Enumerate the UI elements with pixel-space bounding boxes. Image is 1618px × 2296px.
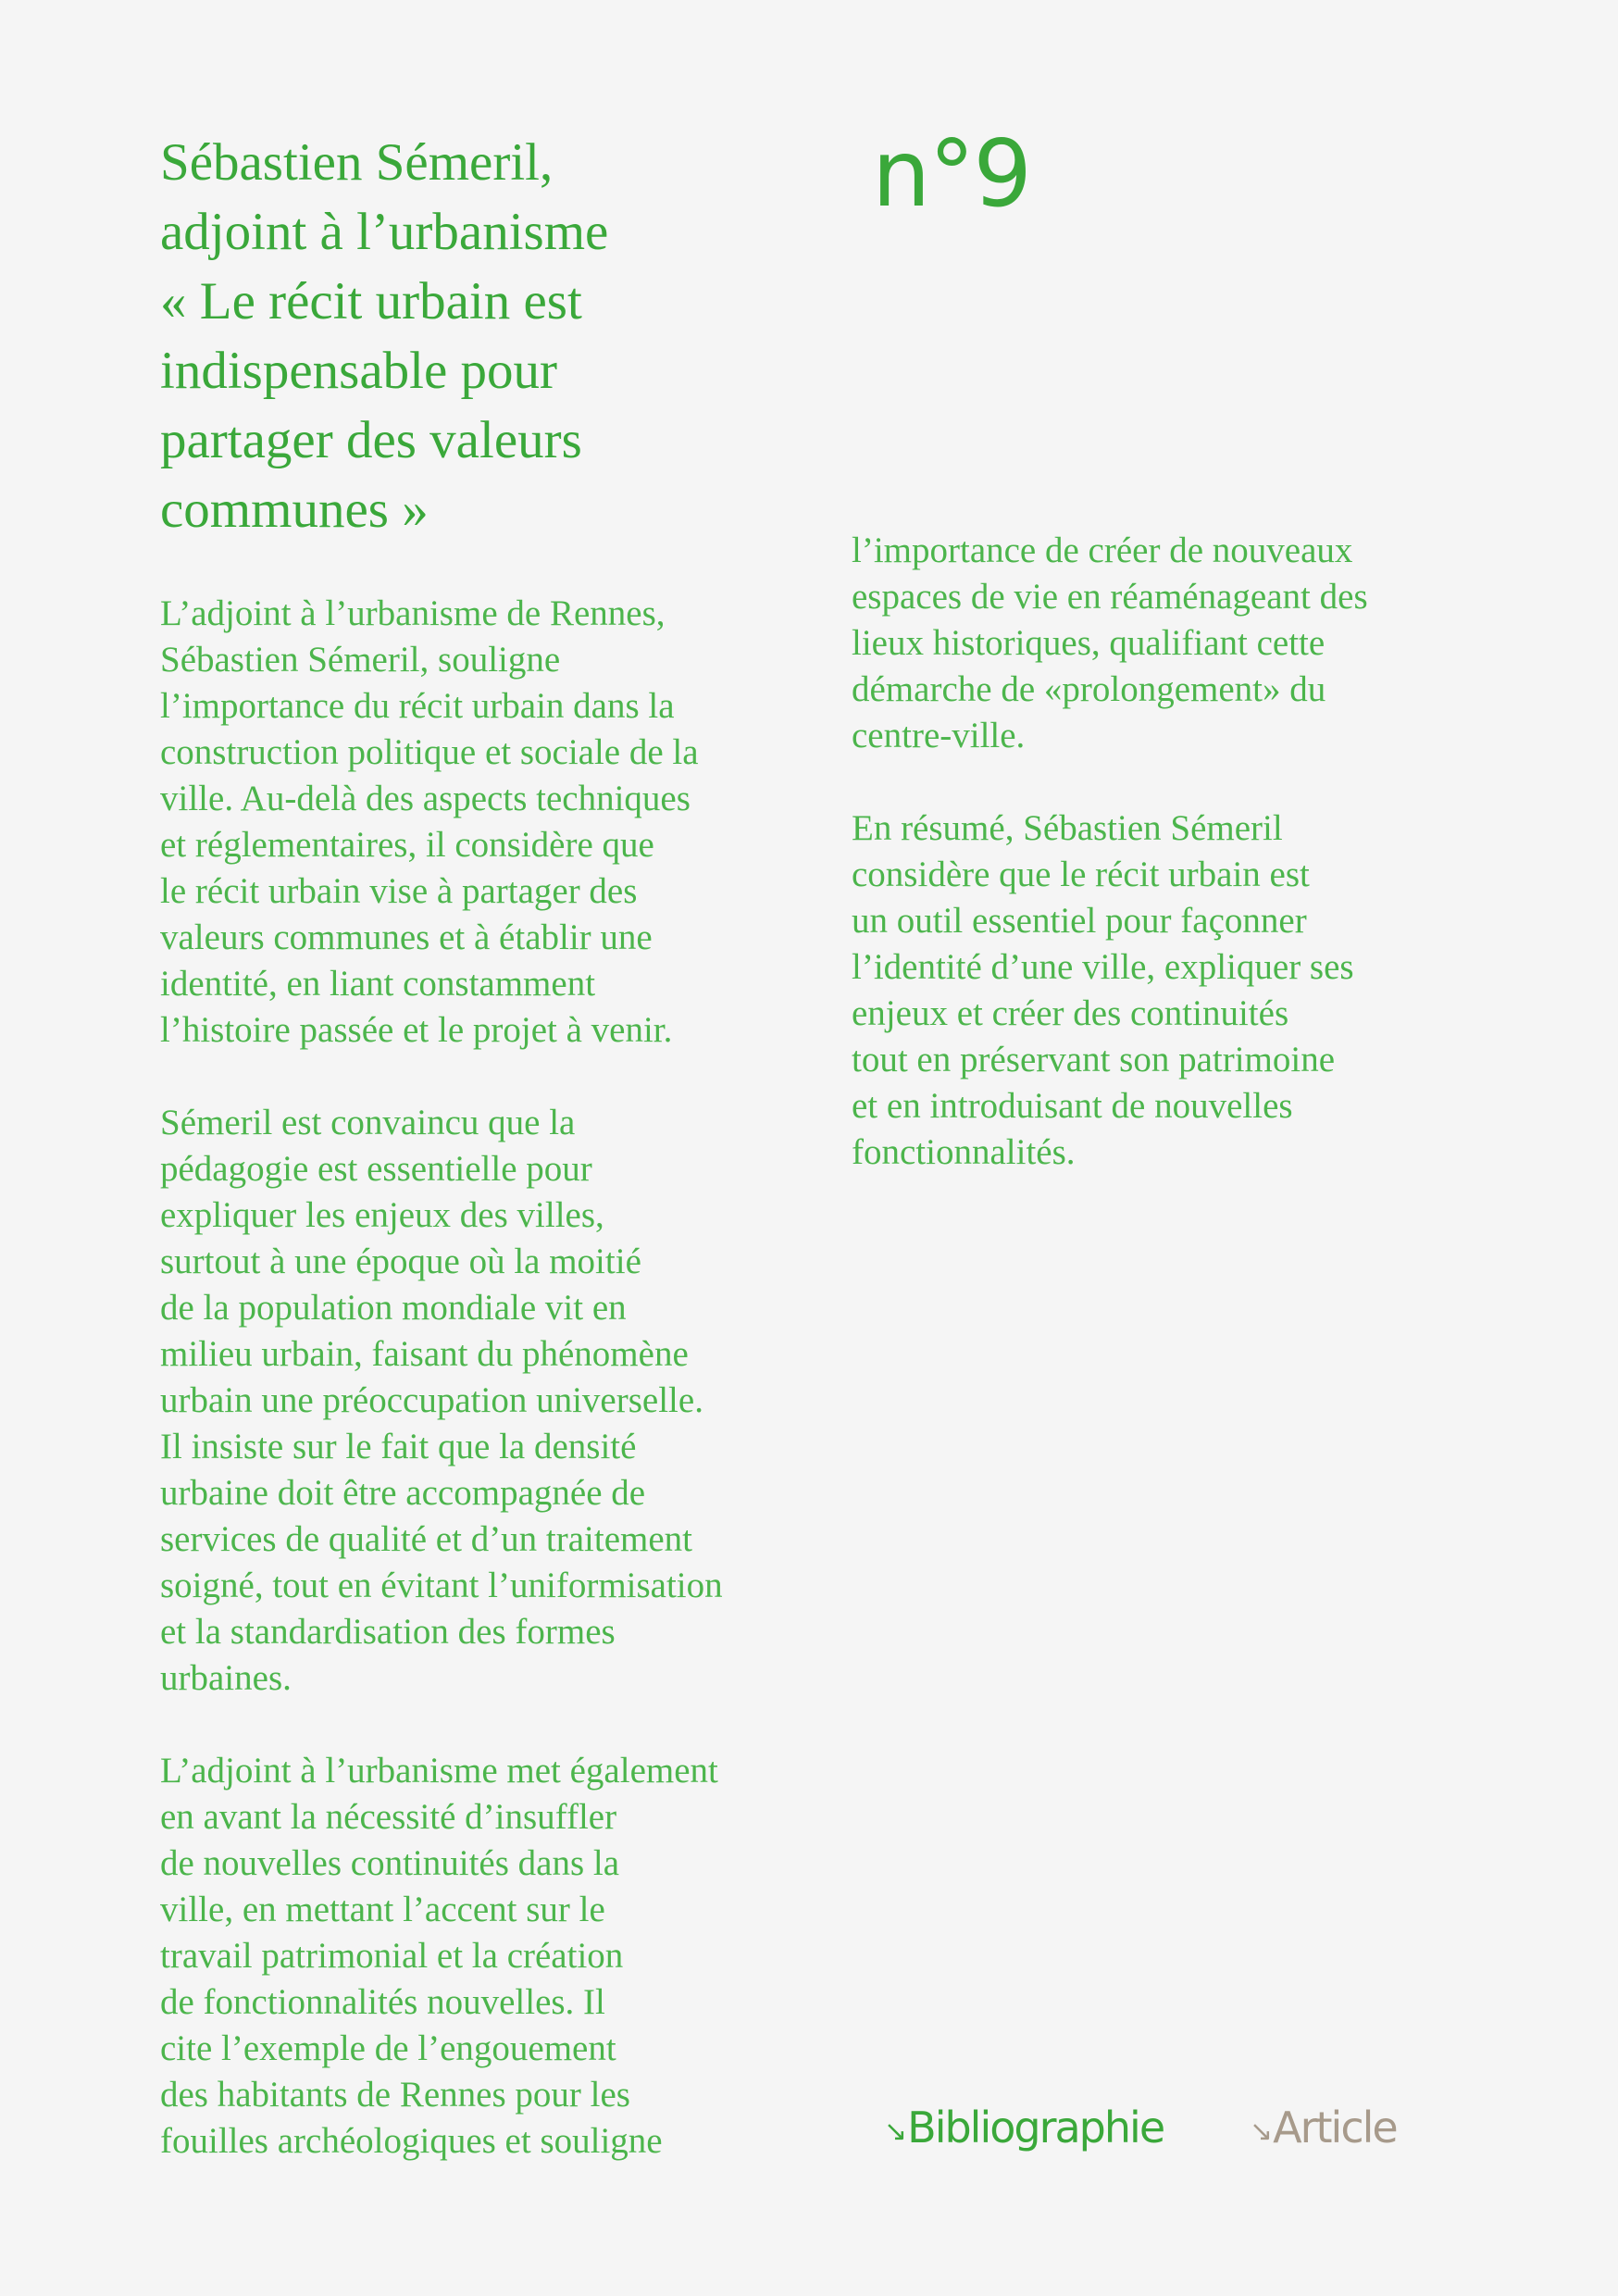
paragraph-continuation: [852, 528, 1518, 759]
title-line: indispensable pour: [160, 342, 558, 400]
text-line: ville, en mettant l’accent sur le: [160, 1890, 605, 1929]
text-line: l’histoire passée et le projet à venir.: [160, 1010, 673, 1050]
text-line: fouilles archéologiques et souligne: [160, 2121, 663, 2161]
text-line: L’adjoint à l’urbanisme met également: [160, 1751, 718, 1791]
issue-number: n°9: [872, 119, 1031, 228]
text-line: et réglementaires, il considère que: [160, 825, 654, 865]
arrow-down-right-icon: ↘: [884, 2115, 906, 2148]
article-label: Article: [1273, 2103, 1397, 2152]
text-line: l’importance de créer de nouveaux: [852, 530, 1353, 570]
text-line: enjeux et créer des continuités: [852, 993, 1289, 1033]
text-line: identité, en liant constamment: [160, 964, 596, 1004]
text-line: et en introduisant de nouvelles: [852, 1086, 1293, 1126]
text-line: lieux historiques, qualifiant cette: [852, 623, 1326, 663]
text-line: démarche de «prolongement» du: [852, 669, 1326, 709]
paragraph-intro: [160, 591, 827, 1054]
text-line: des habitants de Rennes pour les: [160, 2075, 630, 2115]
text-line: services de qualité et d’un traitement: [160, 1519, 693, 1559]
text-line: construction politique et sociale de la: [160, 732, 699, 772]
title-line: communes »: [160, 480, 429, 539]
text-line: en avant la nécessité d’insuffler: [160, 1797, 617, 1837]
bibliographie-label: Bibliographie: [907, 2103, 1164, 2152]
text-line: Sébastien Sémeril, souligne: [160, 640, 561, 680]
text-line: travail patrimonial et la création: [160, 1936, 624, 1976]
title-line: Sébastien Sémeril,: [160, 133, 554, 192]
text-line: de fonctionnalités nouvelles. Il: [160, 1982, 605, 2022]
text-line: pédagogie est essentielle pour: [160, 1149, 592, 1189]
article-link[interactable]: [1250, 2100, 1397, 2160]
text-line: considère que le récit urbain est: [852, 855, 1310, 894]
text-line: de la population mondiale vit en: [160, 1288, 627, 1328]
text-line: urbaines.: [160, 1658, 292, 1698]
text-line: En résumé, Sébastien Sémeril: [852, 808, 1283, 848]
text-line: le récit urbain vise à partager des: [160, 871, 638, 911]
text-line: valeurs communes et à établir une: [160, 917, 653, 957]
text-line: ville. Au-delà des aspects techniques: [160, 779, 691, 818]
text-line: de nouvelles continuités dans la: [160, 1843, 620, 1883]
text-line: l’identité d’une ville, expliquer ses: [852, 947, 1354, 987]
text-line: L’adjoint à l’urbanisme de Rennes,: [160, 593, 666, 633]
text-line: Sémeril est convaincu que la: [160, 1103, 576, 1142]
text-line: expliquer les enjeux des villes,: [160, 1195, 604, 1235]
title-line: « Le récit urbain est: [160, 272, 582, 331]
text-line: tout en préservant son patrimoine: [852, 1040, 1336, 1079]
paragraph-summary: [852, 805, 1518, 1176]
text-line: et la standardisation des formes: [160, 1612, 616, 1652]
text-line: fonctionnalités.: [852, 1132, 1076, 1172]
text-line: milieu urbain, faisant du phénomène: [160, 1334, 689, 1374]
title-line: partager des valeurs: [160, 411, 582, 469]
text-line: un outil essentiel pour façonner: [852, 901, 1307, 941]
text-line: Il insiste sur le fait que la densité: [160, 1427, 637, 1466]
article-title: [160, 128, 808, 544]
title-line: adjoint à l’urbanisme: [160, 203, 609, 261]
text-line: urbaine doit être accompagnée de: [160, 1473, 646, 1513]
text-line: soigné, tout en évitant l’uniformisation: [160, 1566, 723, 1605]
left-column: [160, 591, 827, 2211]
paragraph-continuities: [160, 1748, 827, 2165]
right-column: [852, 528, 1518, 1222]
text-line: cite l’exemple de l’engouement: [160, 2028, 616, 2068]
text-line: surtout à une époque où la moitié: [160, 1242, 641, 1281]
bibliographie-link[interactable]: [884, 2100, 1164, 2160]
arrow-down-right-icon: ↘: [1250, 2115, 1272, 2148]
text-line: l’importance du récit urbain dans la: [160, 686, 675, 726]
text-line: espaces de vie en réaménageant des: [852, 577, 1368, 617]
paragraph-pedagogy: [160, 1100, 827, 1702]
text-line: urbain une préoccupation universelle.: [160, 1380, 703, 1420]
text-line: centre-ville.: [852, 716, 1026, 755]
